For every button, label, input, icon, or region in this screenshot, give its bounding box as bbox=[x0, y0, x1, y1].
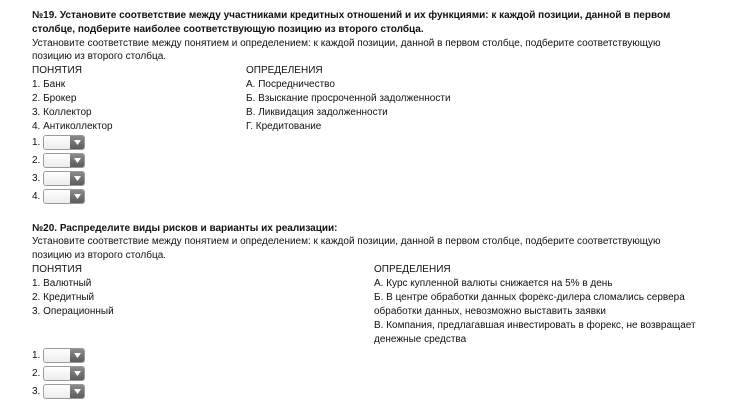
q19-answer-select-2[interactable] bbox=[43, 153, 85, 168]
q20-concept: 2. Кредитный bbox=[32, 292, 95, 303]
answer-label: 2. bbox=[32, 367, 41, 379]
answer-label: 2. bbox=[32, 154, 41, 166]
chevron-down-icon bbox=[70, 367, 84, 380]
q19-answer-row-1 bbox=[32, 135, 85, 150]
answer-label: 1. bbox=[32, 349, 41, 361]
q20-definition-cont: обработки данных, невозможно выставить заявки bbox=[374, 306, 607, 317]
chevron-down-icon bbox=[70, 172, 84, 185]
q19-concept: 4. Антиколлектор bbox=[32, 121, 113, 132]
answer-label: 3. bbox=[32, 385, 41, 397]
q20-definition: В. Компания, предлагавшая инвестировать в форекс, не возвращает bbox=[374, 320, 696, 331]
select-value bbox=[44, 367, 70, 380]
q19-instruction-line1: Установите соответствие между понятием и определением: к каждой позиции, данной в первом столбце, подберите соответствующую bbox=[32, 38, 661, 49]
q19-answer-select-3[interactable] bbox=[43, 171, 85, 186]
q20-definition-cont: денежные средства bbox=[374, 334, 467, 345]
q19-concept: 1. Банк bbox=[32, 79, 66, 90]
q20-definitions-header: ОПРЕДЕЛЕНИЯ bbox=[374, 264, 451, 275]
chevron-down-icon bbox=[70, 349, 84, 362]
q19-title-line1: №19. Установите соответствие между участниками кредитных отношений и их функциями: к каждой позиции, данной в первом bbox=[32, 10, 671, 21]
select-value bbox=[44, 154, 70, 167]
q19-definition: В. Ликвидация задолженности bbox=[246, 107, 388, 118]
q19-definition: Г. Кредитование bbox=[246, 121, 322, 132]
q20-answer-row-3 bbox=[32, 384, 85, 399]
q20-instruction-line1: Установите соответствие между понятием и определением: к каждой позиции, данной в первом столбце, подберите соответствующую bbox=[32, 236, 661, 247]
q20-answer-select-2[interactable] bbox=[43, 366, 85, 381]
q20-instruction-line2: позицию из второго столбца. bbox=[32, 250, 167, 261]
q20-answer-row-2 bbox=[32, 366, 85, 381]
q20-concept: 3. Операционный bbox=[32, 306, 114, 317]
q19-answer-row-4 bbox=[32, 189, 85, 204]
q20-concept: 1. Валютный bbox=[32, 278, 92, 289]
select-value bbox=[44, 136, 70, 149]
select-value bbox=[44, 385, 70, 398]
q19-title-line2: столбце, подберите наиболее соответствующую позицию из второго столбца. bbox=[32, 24, 424, 35]
answer-label: 4. bbox=[32, 190, 41, 202]
q20-answer-select-1[interactable] bbox=[43, 348, 85, 363]
q19-concepts-header: ПОНЯТИЯ bbox=[32, 65, 82, 76]
q19-answer-row-3 bbox=[32, 171, 85, 186]
q19-concept: 2. Брокер bbox=[32, 93, 77, 104]
answer-label: 3. bbox=[32, 172, 41, 184]
q20-answer-select-3[interactable] bbox=[43, 384, 85, 399]
q20-answer-row-1 bbox=[32, 348, 85, 363]
chevron-down-icon bbox=[70, 385, 84, 398]
q20-definition: Б. В центре обработки данных форекс-дилера сломались сервера bbox=[374, 292, 685, 303]
answer-label: 1. bbox=[32, 136, 41, 148]
q20-definition: А. Курс купленной валюты снижается на 5% в день bbox=[374, 278, 613, 289]
q20-concepts-header: ПОНЯТИЯ bbox=[32, 264, 82, 275]
chevron-down-icon bbox=[70, 136, 84, 149]
q19-concept: 3. Коллектор bbox=[32, 107, 92, 118]
select-value bbox=[44, 349, 70, 362]
q19-answer-row-2 bbox=[32, 153, 85, 168]
q19-instruction-line2: позицию из второго столбца. bbox=[32, 51, 167, 62]
chevron-down-icon bbox=[70, 154, 84, 167]
q19-answer-select-1[interactable] bbox=[43, 135, 85, 150]
select-value bbox=[44, 172, 70, 185]
q19-definition: А. Посредничество bbox=[246, 79, 335, 90]
chevron-down-icon bbox=[70, 190, 84, 203]
q19-definitions-header: ОПРЕДЕЛЕНИЯ bbox=[246, 65, 323, 76]
q19-definition: Б. Взыскание просроченной задолженности bbox=[246, 93, 451, 104]
q20-title: №20. Распределите виды рисков и варианты их реализации: bbox=[32, 223, 338, 234]
q19-answer-select-4[interactable] bbox=[43, 189, 85, 204]
select-value bbox=[44, 190, 70, 203]
